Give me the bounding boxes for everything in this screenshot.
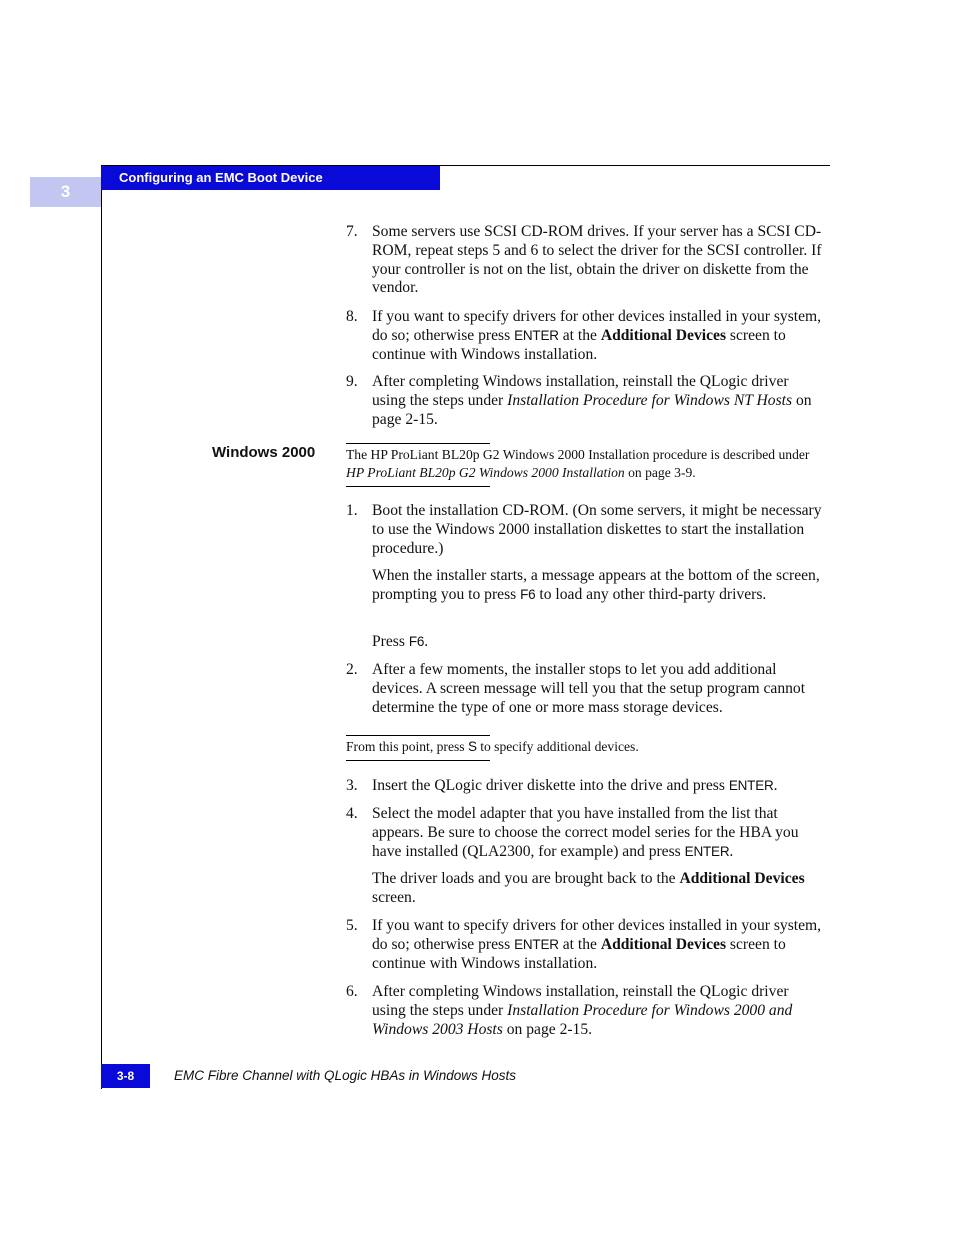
paragraph: When the installer starts, a message appears at the bottom of the screen, prompting you to press F6 to load any other third-party drivers. xyxy=(372,567,820,603)
note-rule-top xyxy=(346,735,490,736)
section-title: Configuring an EMC Boot Device xyxy=(119,170,323,185)
key-enter: ENTER xyxy=(684,843,730,859)
key-s: S xyxy=(467,739,477,754)
paragraph: Press F6. xyxy=(372,633,429,650)
key-f6: F6 xyxy=(520,586,536,602)
page-number: 3-8 xyxy=(101,1064,150,1088)
key-enter: ENTER xyxy=(728,778,774,793)
book-title: EMC Fibre Channel with QLogic HBAs in Windows Hosts xyxy=(174,1068,517,1083)
list-item: 2. After a few moments, the installer stops to let you add additional devices. A screen message will tell you that the setup program cannot determine the type of one or more mass storage devices. xyxy=(346,661,806,716)
cross-reference: Installation Procedure for Windows NT Hosts xyxy=(507,391,793,409)
key-enter: ENTER xyxy=(514,327,559,343)
list-item: 8. If you want to specify drivers for other devices installed in your system, do so; otherwise press ENTER at the Additional Devices screen to continue with Windows installation. xyxy=(346,308,822,363)
key-f6: F6 xyxy=(408,634,425,649)
list-item: 3. Insert the QLogic driver diskette into the drive and press ENTER. xyxy=(346,777,778,794)
list-item: 6. After completing Windows installation, reinstall the QLogic driver using the steps under Installation Procedure for Windows 2000 and Windows 2003 Hosts on page 2-15. xyxy=(346,983,793,1038)
note-rule-bottom xyxy=(346,760,490,761)
note-rule-bottom xyxy=(346,486,490,487)
list-item: 1. Boot the installation CD-ROM. (On some servers, it might be necessary to use the Windows 2000 installation diskettes to start the installation procedure.) xyxy=(346,502,822,557)
paragraph: The driver loads and you are brought back to the Additional Devices screen. xyxy=(372,870,805,906)
section-title-bar xyxy=(101,166,440,190)
section-heading: Windows 2000 xyxy=(212,444,316,461)
list-item: 4. Select the model adapter that you have installed from the list that appears. Be sure to choose the correct model series for the HBA you have installed (QLA2300, for example) and press ENTER. xyxy=(346,805,799,860)
margin-rule xyxy=(101,165,102,1089)
cross-reference: HP ProLiant BL20p G2 Windows 2000 Installation xyxy=(346,464,625,480)
list-item: 9. After completing Windows installation, reinstall the QLogic driver using the steps under Installation Procedure for Windows NT Hosts on page 2-15. xyxy=(346,373,812,428)
list-item: 7. Some servers use SCSI CD-ROM drives. If your server has a SCSI CD-ROM, repeat steps 5 and 6 to select the driver for the SCSI controller. If your controller is not on the list, obtain the driver on diskette from the vendor. xyxy=(346,223,822,297)
chapter-tab xyxy=(30,177,101,207)
list-item: 5. If you want to specify drivers for other devices installed in your system, do so; otherwise press ENTER at the Additional Devices screen to continue with Windows installation. xyxy=(346,917,822,972)
cross-reference: Installation Procedure for Windows 2000 and Windows 2003 Hosts xyxy=(372,1001,793,1038)
note-rule-top xyxy=(346,443,490,444)
key-enter: ENTER xyxy=(514,936,559,952)
note: The HP ProLiant BL20p G2 Windows 2000 Installation procedure is described under HP ProLiant BL20p G2 Windows 2000 Installation on page 3-9. xyxy=(346,447,810,480)
chapter-number: 3 xyxy=(60,182,71,201)
note: From this point, press S to specify additional devices. xyxy=(346,739,639,754)
